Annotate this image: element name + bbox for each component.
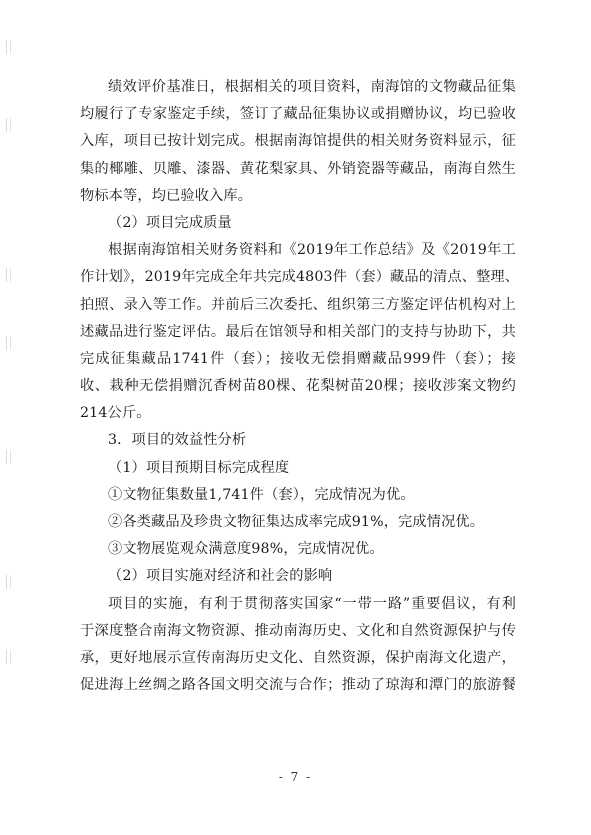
paragraph-line: 项目的实施，有利于贯彻落实国家“一带一路”重要倡议，有利 — [108, 595, 516, 612]
paragraph-line: 促进海上丝绸之路各国文明交流与合作；推动了琼海和潭门的旅游餐 — [80, 677, 516, 694]
paragraph-line: 述藏品进行鉴定评估。最后在馆领导和相关部门的支持与协助下，共 — [80, 323, 516, 340]
subsection-heading: （2）项目实施对经济和社会的影响 — [108, 568, 333, 585]
list-item: ②各类藏品及珍贵文物征集达成率完成91%，完成情况优。 — [108, 514, 485, 530]
paragraph-line: 拍照、录入等工作。并前后三次委托、组织第三方鉴定评估机构对上 — [80, 296, 516, 313]
paragraph-line: 完成征集藏品1741件（套）；接收无偿捐赠藏品999件（套）；接 — [80, 350, 516, 367]
paragraph-line: 作计划》，2019年完成全年共完成4803件（套）藏品的清点、整理、 — [80, 269, 520, 286]
paragraph-line: 根据南海馆相关财务资料和《2019年工作总结》及《2019年工 — [108, 242, 516, 259]
document-body — [80, 74, 520, 699]
list-item: ①文物征集数量1,741件（套），完成情况为优。 — [108, 486, 415, 503]
paragraph-line: 物标本等，均已验收入库。 — [80, 187, 253, 204]
paragraph-line: 均履行了专家鉴定手续，签订了藏品征集协议或捐赠协议，均已验收 — [80, 106, 516, 123]
paragraph-line: 214公斤。 — [80, 405, 151, 422]
list-item: ③文物展览观众满意度98%，完成情况优。 — [108, 541, 384, 558]
paragraph-line: 承，更好地展示宣传南海历史文化、自然资源，保护南海文化遗产， — [80, 649, 516, 666]
section-heading: 3．项目的效益性分析 — [108, 432, 247, 449]
page-number: - 7 - — [278, 770, 313, 784]
paragraph-line: 绩效评价基准日，根据相关的项目资料，南海馆的文物藏品征集 — [108, 79, 516, 95]
paragraph-line: 收、栽种无偿捐赠沉香树苗80棵、花梨树苗20棵；接收涉案文物约 — [80, 378, 516, 395]
section-heading: （2）项目完成质量 — [108, 214, 232, 231]
paragraph-line: 入库，项目已按计划完成。根据南海馆提供的相关财务资料显示，征 — [80, 133, 516, 150]
paragraph-line: 于深度整合南海文物资源、推动南海历史、文化和自然资源保护与传 — [80, 622, 516, 639]
subsection-heading: （1）项目预期目标完成程度 — [108, 459, 290, 476]
paragraph-line: 集的椰雕、贝雕、漆器、黄花梨家具、外销瓷器等藏品，南海自然生 — [80, 160, 516, 177]
binding-holes — [6, 0, 12, 835]
